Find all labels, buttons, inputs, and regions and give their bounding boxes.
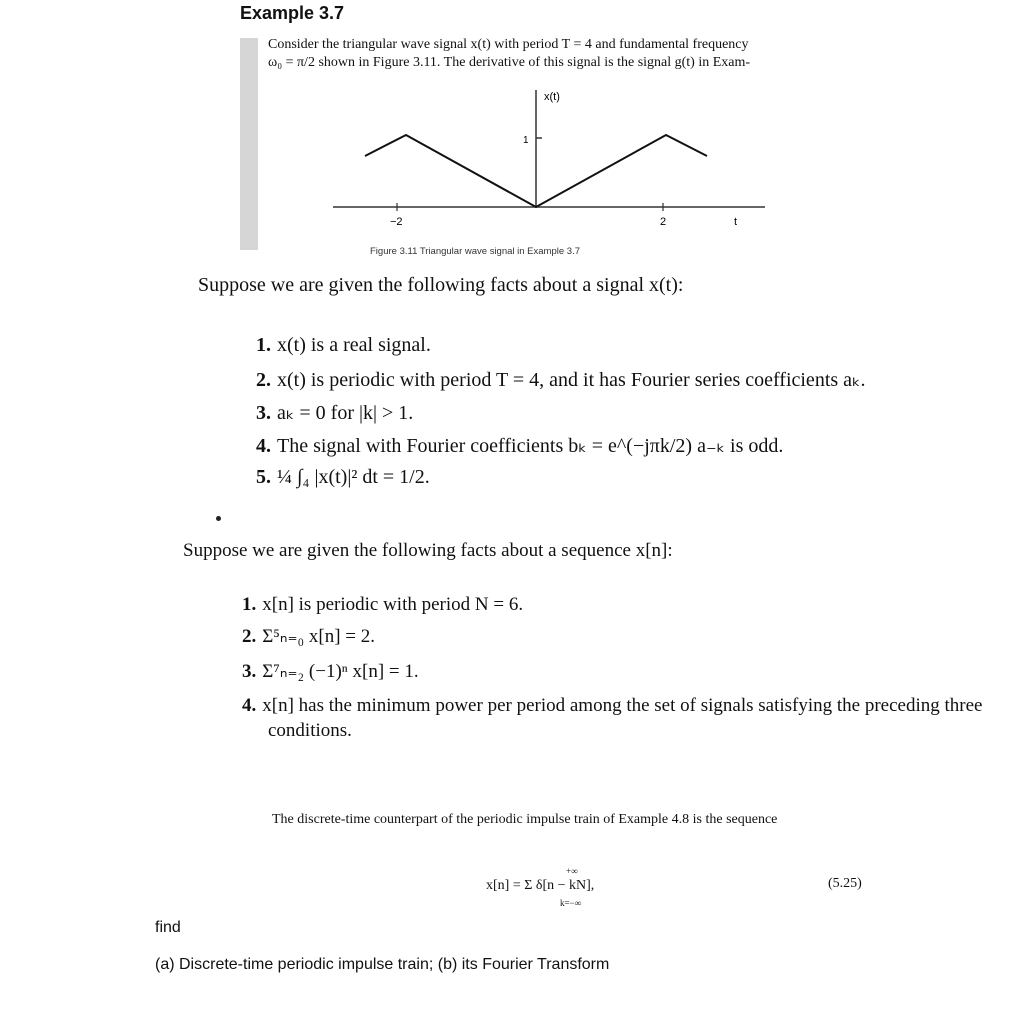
figure-caption: Figure 3.11 Triangular wave signal in Example 3.7	[370, 246, 580, 257]
intro-paragraph	[268, 36, 828, 72]
bullet-dot	[216, 516, 221, 521]
fact-text: x[n] has the minimum power per period among the set of signals satisfying the preceding three conditions.	[262, 695, 983, 741]
fact-number: 2.	[242, 626, 257, 647]
fact-text: Σ⁵ₙ₌₀ x[n] = 2.	[262, 626, 376, 647]
scan-margin-bar	[240, 38, 258, 250]
fact-number: 4.	[242, 695, 257, 716]
fact-number: 5.	[256, 466, 271, 488]
signal-fact-2	[256, 367, 866, 392]
signal-fact-5	[256, 466, 430, 489]
tick-neg2-label: −2	[390, 216, 403, 228]
y-axis-label: x(t)	[544, 91, 560, 103]
fact-text: aₖ = 0 for |k| > 1.	[277, 402, 414, 424]
impulse-train-equation	[486, 866, 666, 910]
fact-number: 2.	[256, 369, 271, 391]
signal-fact-1	[256, 334, 431, 357]
intro-line-2: ω₀ = π/2 shown in Figure 3.11. The derivative of this signal is the signal g(t) in Exam-	[268, 55, 751, 70]
sequence-fact-3	[242, 659, 419, 684]
sequence-facts-intro: Suppose we are given the following facts about a sequence x[n]:	[183, 540, 673, 561]
fact-number: 4.	[256, 435, 271, 457]
sequence-fact-4	[242, 693, 988, 743]
fact-text: The signal with Fourier coefficients bₖ = e^(−jπk/2) a₋ₖ is odd.	[277, 435, 784, 457]
signal-facts-intro: Suppose we are given the following facts about a signal x(t):	[198, 274, 684, 296]
intro-line-1: Consider the triangular wave signal x(t) with period T = 4 and fundamental frequency	[268, 37, 749, 52]
equation-wrapper	[486, 866, 666, 910]
equation-body: x[n] = Σ δ[n − kN],	[486, 878, 595, 893]
fact-text: x[n] is periodic with period N = 6.	[262, 594, 524, 615]
x-axis-label: t	[734, 216, 738, 228]
impulse-train-excerpt: The discrete-time counterpart of the periodic impulse train of Example 4.8 is the sequence	[272, 812, 778, 827]
fact-text: Σ⁷ₙ₌₂ (−1)ⁿ x[n] = 1.	[262, 661, 419, 682]
triangular-wave-figure	[325, 86, 765, 258]
fact-number: 1.	[242, 594, 257, 615]
sequence-fact-1	[242, 592, 523, 617]
question-text: (a) Discrete-time periodic impulse train; (b) its Fourier Transform	[155, 956, 610, 973]
signal-fact-3	[256, 400, 413, 425]
fact-number: 3.	[242, 661, 257, 682]
tick-one-label: 1	[523, 135, 529, 146]
fact-text: x(t) is a real signal.	[277, 334, 431, 356]
tick-pos2-label: 2	[660, 216, 667, 228]
example-title: Example 3.7	[240, 3, 345, 23]
fact-text: x(t) is periodic with period T = 4, and it has Fourier series coefficients aₖ.	[277, 369, 866, 391]
sum-lower-limit: k=−∞	[560, 898, 582, 908]
find-label: find	[155, 919, 181, 936]
equation-number: (5.25)	[828, 876, 862, 891]
fact-number: 3.	[256, 402, 271, 424]
sum-upper-limit: +∞	[566, 866, 578, 876]
signal-fact-4	[256, 433, 783, 458]
fact-number: 1.	[256, 334, 271, 356]
fact-text: ¼ ∫₄ |x(t)|² dt = 1/2.	[277, 466, 430, 488]
sequence-fact-2	[242, 624, 375, 649]
